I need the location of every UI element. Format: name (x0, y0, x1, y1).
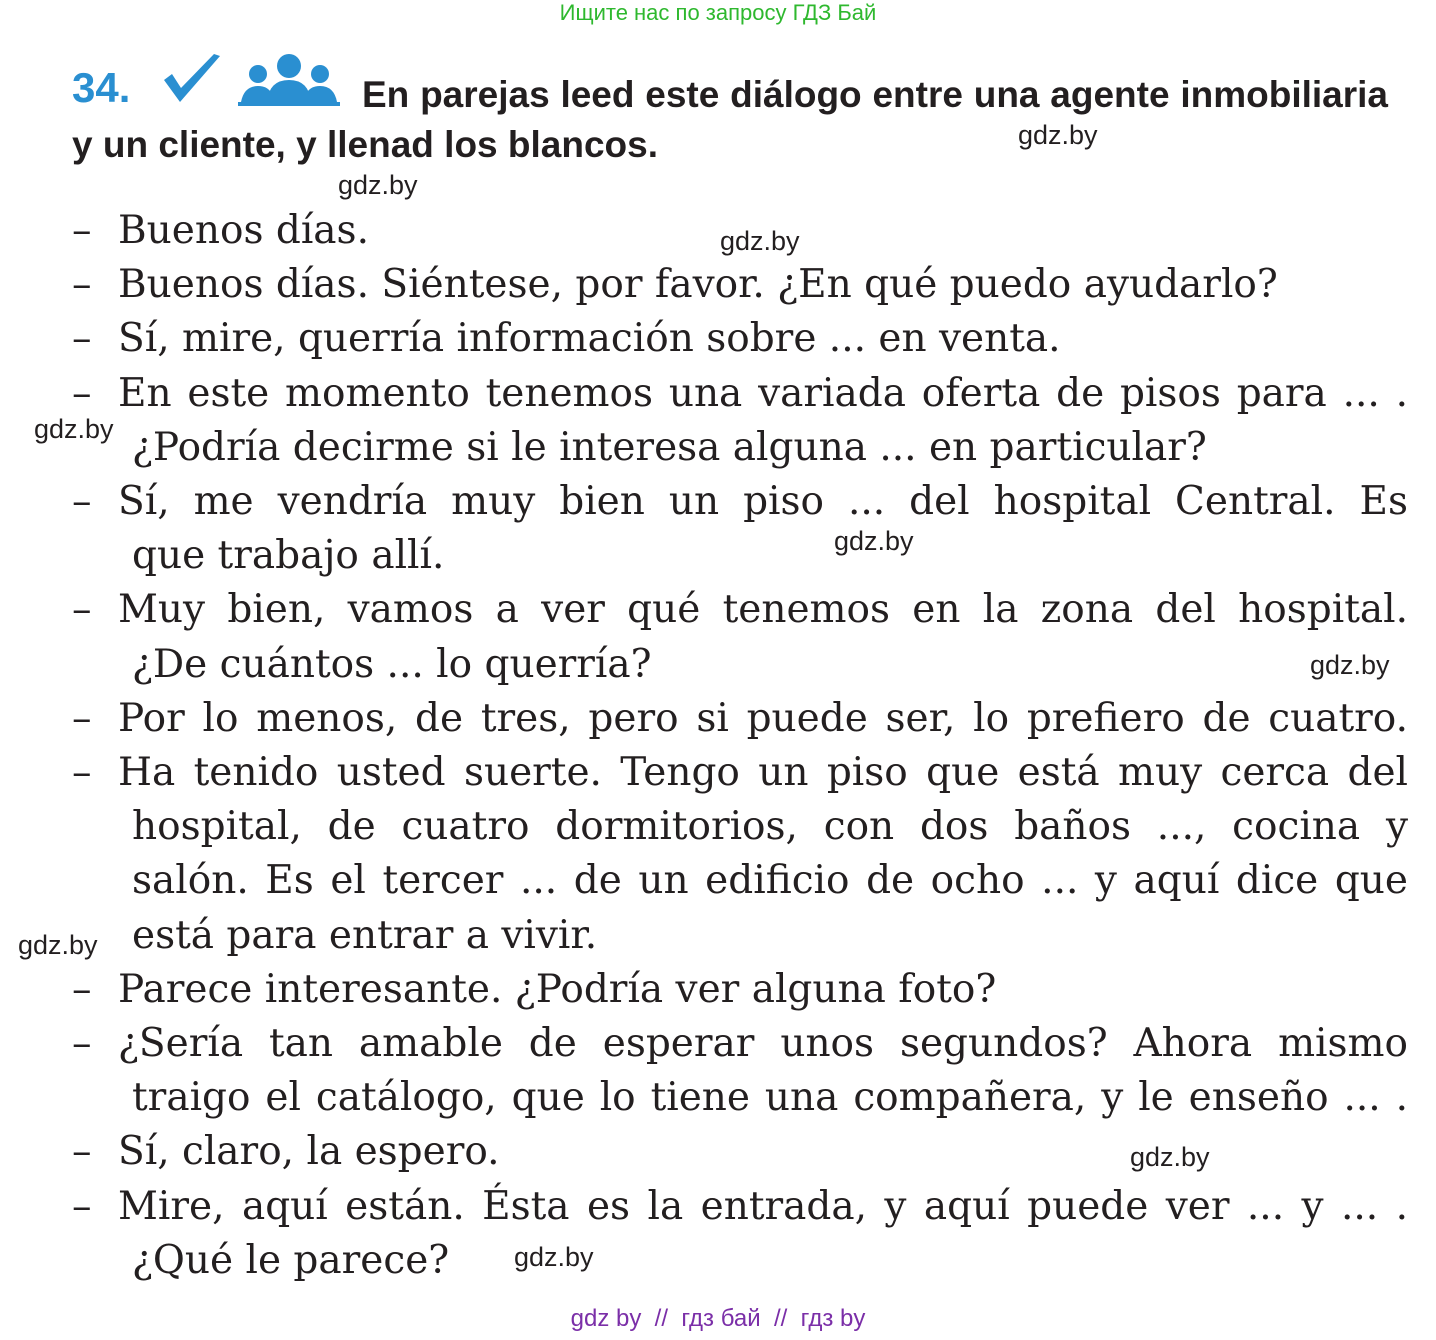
pair-work-icon (238, 52, 340, 108)
watermark: gdz.by (1018, 120, 1098, 150)
dialogue-line: – En este momento tenemos una variada oferta de pisos para ... . (72, 367, 1408, 421)
dialogue-line: – Buenos días. Siéntese, por favor. ¿En qué puedo ayudarlo? (72, 258, 1408, 312)
dialogue-line: ¿De cuántos ... lo querría? (132, 641, 652, 687)
dialogue-line: salón. Es el tercer ... de un edificio de ocho ... y aquí dice que (132, 858, 1408, 904)
watermark: gdz.by (514, 1242, 594, 1272)
dialogue-line: traigo el catálogo, que lo tiene una compañera, y le enseño ... . (132, 1075, 1408, 1121)
dialogue-dash: – (72, 587, 92, 633)
dialogue-dash: – (72, 1183, 92, 1229)
watermark: gdz.by (1130, 1142, 1210, 1172)
dialogue-line: – Parece interesante. ¿Podría ver alguna foto? (72, 963, 1408, 1017)
dialogue-line: – Sí, claro, la espero. (72, 1125, 1408, 1179)
dialogue-dash: – (72, 479, 92, 525)
dialogue-dash: – (72, 1021, 92, 1067)
top-banner: Ищите нас по запросу ГДЗ Бай (559, 0, 877, 25)
dialogue-dash: – (72, 262, 92, 308)
checkmark-icon (160, 52, 224, 108)
dialogue-line: – ¿Sería tan amable de esperar unos segundos? Ahora mismo (72, 1017, 1408, 1071)
dialogue-dash: – (72, 1129, 92, 1175)
exercise-instruction: En parejas leed este diálogo entre una agente inmobiliaria y un cliente, y llenad los blancos. (72, 74, 1388, 165)
watermark: gdz.by (34, 414, 114, 444)
dialogue-line: hospital, de cuatro dormitorios, con dos baños ..., cocina y (132, 804, 1408, 850)
dialogue-line: – Muy bien, vamos a ver qué tenemos en la zona del hospital. (72, 583, 1408, 637)
dialogue-line: que trabajo allí. (132, 533, 445, 579)
dialogue-dash: – (72, 316, 92, 362)
dialogue-line: – Sí, mire, querría información sobre ... en venta. (72, 312, 1408, 366)
dialogue-line: – Mire, aquí están. Ésta es la entrada, y aquí puede ver ... y ... . (72, 1180, 1408, 1234)
dialogue-dash: – (72, 208, 92, 253)
dialogue-dash: – (72, 695, 92, 741)
dialogue-dash: – (72, 750, 92, 796)
exercise-number: 34. (72, 64, 131, 111)
dialogue (72, 204, 1408, 1288)
watermark: gdz.by (720, 226, 800, 256)
dialogue-dash: – (72, 370, 92, 416)
footer-watermark: gdz by // гдз бай // гдз by (570, 1305, 866, 1332)
dialogue-line: – Buenos días. (72, 204, 1408, 258)
dialogue-line: ¿Podría decirme si le interesa alguna ... en particular? (132, 424, 1207, 470)
dialogue-line: ¿Qué le parece? (132, 1237, 450, 1283)
dialogue-line: – Sí, me vendría muy bien un piso ... del hospital Central. Es (72, 475, 1408, 529)
dialogue-line: está para entrar a vivir. (132, 912, 598, 958)
dialogue-line: – Por lo menos, de tres, pero si puede ser, lo prefiero de cuatro. (72, 692, 1408, 746)
watermark: gdz.by (1310, 650, 1390, 680)
watermark: gdz.by (338, 170, 418, 200)
dialogue-dash: – (72, 966, 92, 1012)
watermark: gdz.by (18, 930, 98, 960)
watermark: gdz.by (834, 526, 914, 556)
dialogue-line: – Ha tenido usted suerte. Tengo un piso que está muy cerca del (72, 746, 1408, 800)
